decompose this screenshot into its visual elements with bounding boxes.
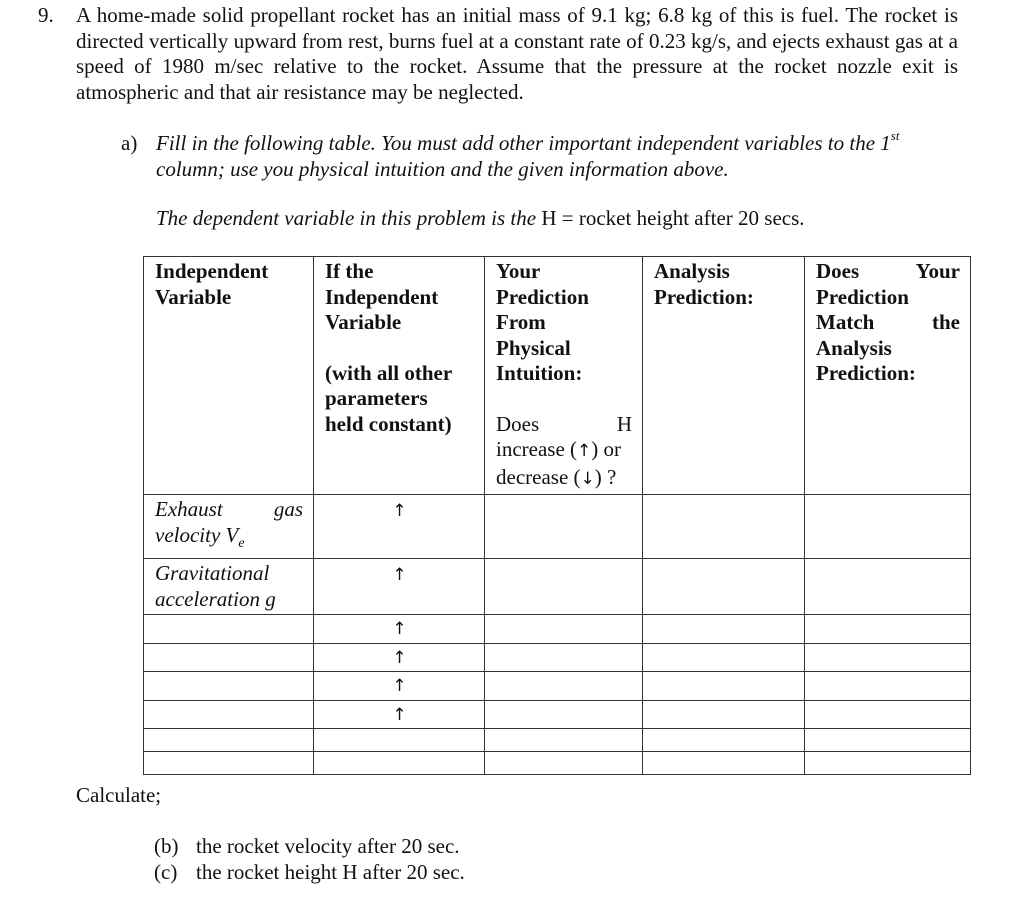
table-row bbox=[144, 729, 971, 752]
cell-line: Gravitational bbox=[155, 561, 270, 586]
header-line: Physical bbox=[496, 335, 571, 360]
header-word: the bbox=[932, 310, 960, 334]
increase-text-end: ) or bbox=[591, 437, 622, 461]
header-line: Intuition: bbox=[496, 361, 583, 385]
header-line: (with all other bbox=[325, 360, 453, 385]
header-line: Prediction bbox=[496, 284, 589, 309]
table-row bbox=[144, 672, 971, 701]
cell-match[interactable] bbox=[805, 729, 971, 752]
cell-intuition[interactable] bbox=[485, 643, 643, 672]
cell-intuition[interactable] bbox=[485, 752, 643, 775]
cell-direction bbox=[314, 672, 485, 701]
item-text-c: the rocket height H after 20 sec. bbox=[196, 859, 465, 884]
header-word: Does bbox=[816, 259, 860, 283]
up-arrow-icon: ↑ bbox=[392, 619, 407, 640]
item-label-b: (b) bbox=[154, 834, 179, 858]
cell-word: gas bbox=[273, 497, 303, 521]
increase-text: increase ( bbox=[496, 437, 578, 461]
table-row bbox=[144, 752, 971, 775]
cell-intuition[interactable] bbox=[485, 700, 643, 729]
cell-analysis[interactable] bbox=[643, 559, 805, 615]
header-line: Your bbox=[496, 259, 541, 283]
calculate-heading: Calculate; bbox=[76, 783, 162, 807]
cell-gravitational-acceleration bbox=[144, 559, 314, 615]
h-word: H bbox=[616, 411, 632, 436]
cell-analysis[interactable] bbox=[643, 615, 805, 644]
cell-match[interactable] bbox=[805, 643, 971, 672]
part-a-label: a) bbox=[121, 131, 138, 155]
header-line: Prediction: bbox=[816, 361, 916, 385]
header-line: From bbox=[496, 310, 546, 334]
part-a-instruction-2: column; use you physical intuition and the given information above. bbox=[156, 156, 729, 181]
up-arrow-icon: ↑ bbox=[577, 441, 592, 461]
cell-line bbox=[155, 523, 303, 557]
does-word: Does bbox=[496, 411, 540, 436]
item-label-c: (c) bbox=[154, 859, 178, 884]
cell-direction bbox=[314, 495, 485, 559]
dependent-variable-definition: H = rocket height after 20 secs. bbox=[541, 206, 805, 230]
table-row bbox=[144, 700, 971, 729]
header-line: Variable bbox=[155, 284, 232, 309]
table-row bbox=[144, 559, 971, 615]
up-arrow-icon: ↑ bbox=[392, 647, 407, 668]
calculate-list bbox=[154, 834, 465, 885]
list-item bbox=[154, 860, 465, 886]
header-line: Prediction bbox=[816, 284, 909, 309]
header-word: Your bbox=[915, 259, 960, 283]
decrease-line bbox=[496, 465, 632, 493]
up-arrow-icon: ↑ bbox=[392, 676, 407, 697]
part-a-instruction-1: Fill in the following table. You must add other important independent variables to the 1 bbox=[156, 131, 891, 155]
cell-line bbox=[155, 497, 303, 523]
cell-direction[interactable] bbox=[314, 729, 485, 752]
cell-analysis[interactable] bbox=[643, 643, 805, 672]
header-your-prediction bbox=[485, 257, 643, 495]
cell-direction bbox=[314, 643, 485, 672]
cell-match[interactable] bbox=[805, 495, 971, 559]
part-a-instructions bbox=[156, 128, 962, 182]
header-line bbox=[816, 310, 960, 336]
header-line: If the bbox=[325, 259, 374, 283]
header-line: Analysis bbox=[816, 335, 892, 360]
cell-intuition[interactable] bbox=[485, 615, 643, 644]
header-word: Match bbox=[816, 310, 875, 334]
cell-match[interactable] bbox=[805, 752, 971, 775]
prediction-table bbox=[143, 256, 971, 775]
header-line: Analysis bbox=[654, 259, 730, 283]
cell-variable[interactable] bbox=[144, 615, 314, 644]
header-line: parameters bbox=[325, 386, 428, 410]
dependent-variable-italic: The dependent variable in this problem is the bbox=[156, 206, 542, 230]
header-line: held constant) bbox=[325, 411, 452, 436]
problem-statement: A home-made solid propellant rocket has an initial mass of 9.1 kg; 6.8 kg of this is fuel. The rocket is directed vertically upward from rest, burns fuel at a constant rate of 0.23 kg/s, and ejects exhaust gas at a speed of 1980 m/sec relative to the rocket. Assume that the pressure at the rocket nozzle exit is atmospheric and that air resistance may be neglected. bbox=[76, 3, 958, 104]
cell-direction bbox=[314, 700, 485, 729]
cell-direction[interactable] bbox=[314, 752, 485, 775]
header-line: Independent bbox=[325, 284, 439, 309]
header-line: Independent bbox=[155, 259, 269, 283]
up-arrow-icon: ↑ bbox=[392, 565, 407, 586]
dependent-variable-statement bbox=[156, 206, 805, 232]
decrease-text-end: ) ? bbox=[594, 464, 617, 489]
cell-match[interactable] bbox=[805, 615, 971, 644]
header-line: Prediction: bbox=[654, 284, 754, 309]
cell-match[interactable] bbox=[805, 672, 971, 701]
cell-variable[interactable] bbox=[144, 700, 314, 729]
cell-analysis[interactable] bbox=[643, 752, 805, 775]
item-text-b: the rocket velocity after 20 sec. bbox=[196, 834, 460, 858]
header-line bbox=[816, 259, 960, 285]
cell-intuition[interactable] bbox=[485, 729, 643, 752]
problem-number: 9. bbox=[38, 3, 54, 27]
list-item bbox=[154, 834, 465, 860]
table-row bbox=[144, 495, 971, 559]
cell-match[interactable] bbox=[805, 559, 971, 615]
cell-direction bbox=[314, 559, 485, 615]
cell-variable[interactable] bbox=[144, 672, 314, 701]
header-does-prediction-match bbox=[805, 257, 971, 495]
cell-intuition[interactable] bbox=[485, 495, 643, 559]
cell-analysis[interactable] bbox=[643, 700, 805, 729]
down-arrow-icon: ↓ bbox=[580, 468, 595, 489]
header-independent-variable bbox=[144, 257, 314, 495]
header-line: Variable bbox=[325, 310, 402, 334]
table-row bbox=[144, 643, 971, 672]
ordinal-superscript: st bbox=[890, 128, 900, 143]
cell-line: acceleration g bbox=[155, 586, 276, 611]
cell-intuition[interactable] bbox=[485, 559, 643, 615]
cell-intuition[interactable] bbox=[485, 672, 643, 701]
does-h-line bbox=[496, 412, 632, 438]
cell-analysis[interactable] bbox=[643, 495, 805, 559]
up-arrow-icon: ↑ bbox=[392, 704, 407, 725]
up-arrow-icon: ↑ bbox=[392, 501, 407, 521]
cell-variable[interactable] bbox=[144, 729, 314, 752]
subscript-e: e bbox=[238, 535, 245, 551]
cell-direction bbox=[314, 615, 485, 644]
cell-variable[interactable] bbox=[144, 752, 314, 775]
cell-match[interactable] bbox=[805, 700, 971, 729]
cell-exhaust-velocity bbox=[144, 495, 314, 559]
decrease-text: decrease ( bbox=[496, 464, 581, 489]
cell-variable[interactable] bbox=[144, 643, 314, 672]
table-header-row bbox=[144, 257, 971, 495]
header-if-independent-variable bbox=[314, 257, 485, 495]
cell-word: Exhaust bbox=[155, 497, 223, 521]
cell-analysis[interactable] bbox=[643, 729, 805, 752]
cell-analysis[interactable] bbox=[643, 672, 805, 701]
table-row bbox=[144, 615, 971, 644]
header-analysis-prediction bbox=[643, 257, 805, 495]
increase-line bbox=[496, 437, 632, 465]
cell-word: velocity V bbox=[155, 522, 239, 547]
